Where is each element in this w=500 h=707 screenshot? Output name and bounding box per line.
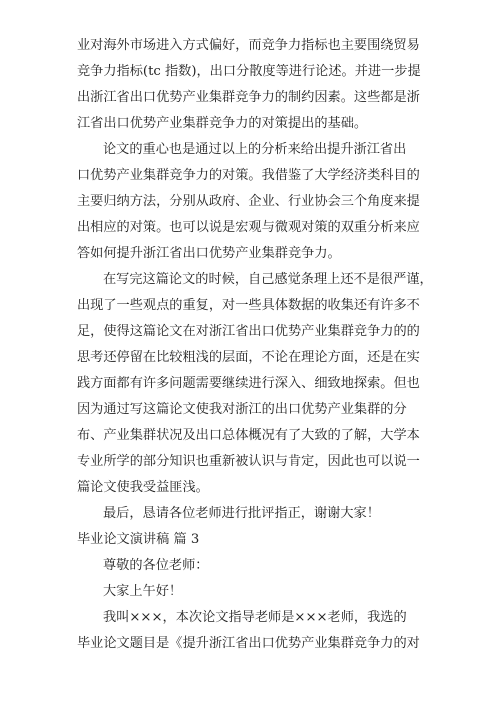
text-line: 口优势产业集群竞争力的对策。我借鉴了大学经济类科目的 xyxy=(77,168,420,183)
text-line: 专业所学的部分知识也重新被认识与肯定，因此也可以说一 xyxy=(77,454,420,469)
section-heading: 毕业论文演讲稿 篇 3 xyxy=(77,532,200,547)
text-line: 最后，恳请各位老师进行批评指正，谢谢大家！ xyxy=(103,506,380,521)
text-line: 主要归纳方法，分别从政府、企业、行业协会三个角度来提 xyxy=(77,194,420,209)
text-line: 答如何提升浙江省出口优势产业集群竞争力。 xyxy=(77,246,341,261)
text-line: 出浙江省出口优势产业集群竞争力的制约因素。这些都是浙 xyxy=(77,90,420,105)
text-line: 践方面都有许多问题需要继续进行深入、细致地探索。但也 xyxy=(77,376,420,391)
text-line: 竞争力指标(tc 指数)，出口分散度等进行论述。并进一步提 xyxy=(77,64,421,79)
text-line: 思考还停留在比较粗浅的层面，不论在理论方面，还是在实 xyxy=(77,350,420,365)
text-line: 我叫×××，本次论文指导老师是×××老师，我选的 xyxy=(103,610,407,625)
text-line: 篇论文使我受益匪浅。 xyxy=(77,480,209,495)
text-line: 布、产业集群状况及出口总体概况有了大致的了解，大学本 xyxy=(77,428,420,443)
text-line: 出现了一些观点的重复，对一些具体数据的收集还有许多不 xyxy=(77,298,420,313)
text-line: 足，使得这篇论文在对浙江省出口优势产业集群竞争力的的 xyxy=(77,324,420,339)
text-line: 出相应的对策。也可以说是宏观与微观对策的双重分析来应 xyxy=(77,220,420,235)
text-line: 因为通过写这篇论文使我对浙江的出口优势产业集群的分 xyxy=(77,402,407,417)
document-page xyxy=(77,33,449,657)
text-line: 在写完这篇论文的时候，自己感觉条理上还不是很严谨， xyxy=(103,272,433,287)
text-line: 毕业论文题目是《提升浙江省出口优势产业集群竞争力的对 xyxy=(77,636,420,651)
greeting-line: 大家上午好！ xyxy=(103,584,183,599)
text-line: 江省出口优势产业集群竞争力的对策提出的基础。 xyxy=(77,116,368,131)
salutation-line: 尊敬的各位老师： xyxy=(103,558,209,573)
text-line: 业对海外市场进入方式偏好，而竞争力指标也主要围绕贸易 xyxy=(77,38,420,53)
text-line: 论文的重心也是通过以上的分析来给出提升浙江省出 xyxy=(103,142,407,157)
